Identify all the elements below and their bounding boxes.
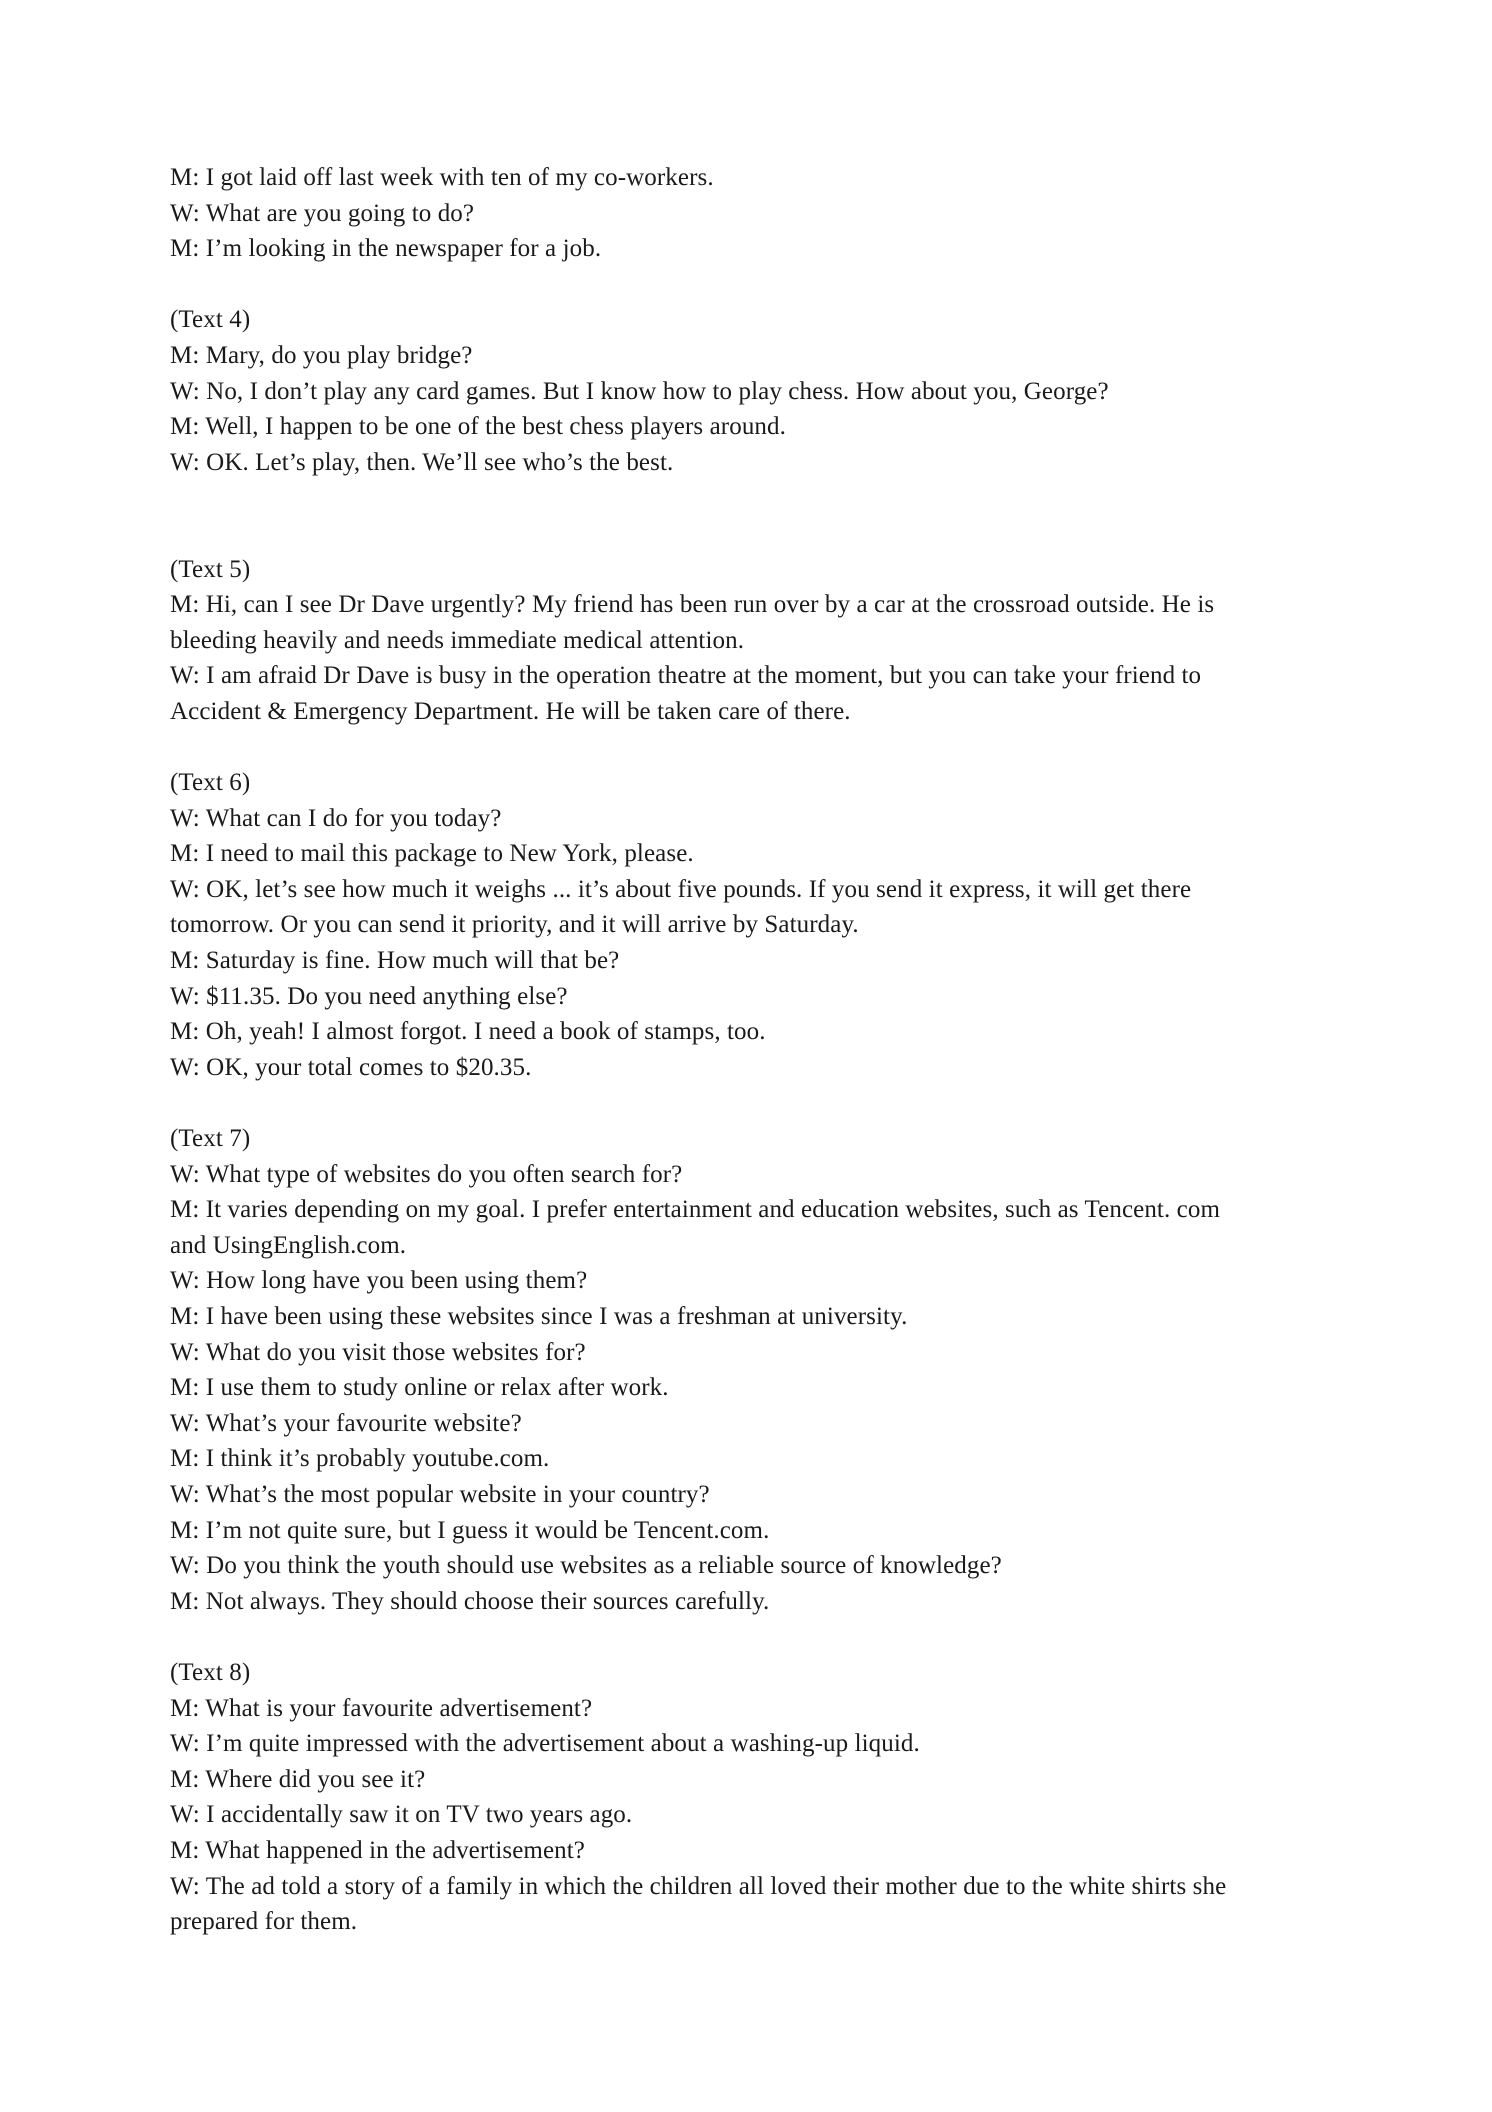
dialogue-line: W: What type of websites do you often search for? [170,1160,683,1188]
dialogue-line: bleeding heavily and needs immediate medical attention. [170,626,745,654]
text-8-section [170,1655,1330,1940]
dialogue-line: W: OK, your total comes to $20.35. [170,1053,532,1081]
dialogue-line: W: The ad told a story of a family in which the children all loved their mother due to the white shirts she [170,1872,1227,1900]
dialogue-line: W: How long have you been using them? [170,1267,588,1295]
document-page [170,160,1330,1940]
dialogue-line: W: $11.35. Do you need anything else? [170,982,568,1010]
dialogue-line: W: OK, let’s see how much it weighs ... it’s about five pounds. If you send it express, it will get there [170,875,1192,903]
text-7-heading: (Text 7) [170,1125,251,1153]
dialogue-line: M: I got laid off last week with ten of my co-workers. [170,164,714,191]
dialogue-line: M: I have been using these websites since I was a freshman at university. [170,1303,908,1330]
intro-dialogue [170,160,1330,267]
dialogue-line: W: What’s your favourite website? [170,1409,522,1437]
text-5-heading: (Text 5) [170,555,251,583]
dialogue-line: W: OK. Let’s play, then. We’ll see who’s the best. [170,448,674,476]
dialogue-line: M: I use them to study online or relax after work. [170,1374,669,1402]
dialogue-line: M: I need to mail this package to New York, please. [170,840,694,868]
text-4-heading: (Text 4) [170,306,251,334]
dialogue-line: W: What’s the most popular website in your country? [170,1480,710,1508]
dialogue-line: W: What can I do for you today? [170,804,502,832]
dialogue-line: M: What happened in the advertisement? [170,1836,586,1864]
dialogue-line: Accident & Emergency Department. He will be taken care of there. [170,697,851,725]
dialogue-line: tomorrow. Or you can send it priority, and it will arrive by Saturday. [170,911,859,939]
text-8-heading: (Text 8) [170,1658,251,1686]
text-6-heading: (Text 6) [170,769,251,797]
dialogue-line: M: Saturday is fine. How much will that be? [170,947,620,975]
dialogue-line: M: It varies depending on my goal. I prefer entertainment and education websites, such as Tencent. com [170,1196,1221,1224]
dialogue-line: M: I think it’s probably youtube.com. [170,1445,550,1473]
dialogue-line: prepared for them. [170,1908,358,1936]
dialogue-line: W: Do you think the youth should use websites as a reliable source of knowledge? [170,1552,1002,1580]
dialogue-line: M: Not always. They should choose their sources carefully. [170,1587,770,1615]
text-6-section [170,765,1330,1085]
dialogue-line: W: I’m quite impressed with the advertisement about a washing-up liquid. [170,1730,920,1758]
text-4-section [170,302,1330,480]
dialogue-line: and UsingEnglish.com. [170,1231,407,1259]
dialogue-line: W: What are you going to do? [170,199,475,227]
dialogue-line: M: I’m not quite sure, but I guess it would be Tencent.com. [170,1516,770,1544]
dialogue-line: W: What do you visit those websites for? [170,1338,586,1366]
text-7-section [170,1121,1330,1619]
dialogue-line: M: Mary, do you play bridge? [170,341,473,369]
text-5-section [170,552,1330,730]
dialogue-line: W: I accidentally saw it on TV two years ago. [170,1801,633,1829]
dialogue-line: M: Hi, can I see Dr Dave urgently? My friend has been run over by a car at the crossroad outside. He is [170,591,1215,619]
dialogue-line: M: Well, I happen to be one of the best chess players around. [170,413,786,441]
dialogue-line: W: I am afraid Dr Dave is busy in the operation theatre at the moment, but you can take your friend to [170,662,1202,690]
dialogue-line: M: Where did you see it? [170,1765,426,1793]
dialogue-line: M: What is your favourite advertisement? [170,1694,593,1722]
dialogue-line: W: No, I don’t play any card games. But I know how to play chess. How about you, George? [170,377,1109,405]
dialogue-line: M: Oh, yeah! I almost forgot. I need a book of stamps, too. [170,1018,766,1046]
dialogue-line: M: I’m looking in the newspaper for a job. [170,235,602,263]
